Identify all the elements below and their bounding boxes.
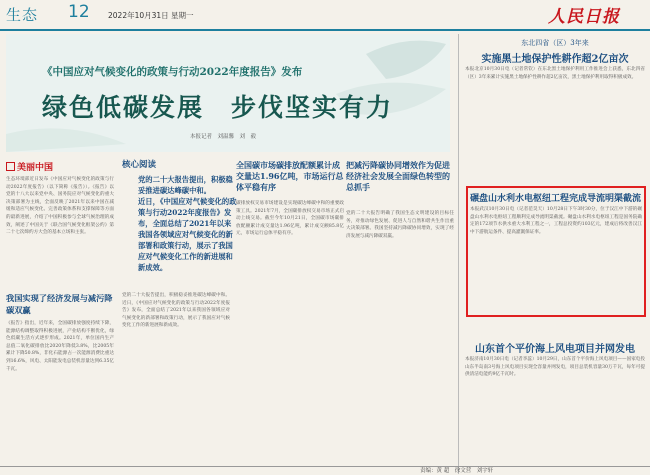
- column-kicker: [6, 160, 53, 173]
- section-name: 生态: [6, 6, 39, 24]
- left-body-bottom: 《报告》指出，近年来，全国碳排放强度持续下降，能源结构调整取得积极进展，产业结构不断优化，绿色低碳生活方式逐步形成。2021年，单位国内生产总值二氧化碳排放比2020年降低3.8%，比2005年累计下降50.8%，非化石能源占一次能源消费比重达到16.6%，风电、太阳能发电总装机容量达到6.35亿千瓦。: [6, 321, 114, 372]
- issue-date: 2022年10月31日 星期一: [108, 11, 194, 20]
- core-reading-point-2: 近日，《中国应对气候变化的政策与行动2022年度报告》发布，全面总结了2021年以来我国各领域应对气候变化的新部署和政策行动，展示了我国应对气候变化工作的新进展和新成效。: [138, 197, 237, 272]
- middle-heading: 全国碳市场碳排放配额累计成交量达1.96亿吨，市场运行总体平稳有序: [236, 160, 344, 192]
- newspaper-logo: 人民日报: [548, 7, 620, 27]
- footer-rule: [0, 466, 650, 467]
- right-bottom-body: 本报济南10月30日电（记者李蕊）10月29日，山东首个平价海上风电项目——国家电投山东半岛南3号海上风电项目实现全容量并网发电，项目总装机容量30万千瓦，每年可提供清洁电能约9亿千瓦时。: [465, 357, 645, 378]
- byline: 本报记者 刘温馨 刘 毅: [190, 134, 257, 140]
- middle-body: 碳排放权交易市场建设是实现碳达峰碳中和的重要政策工具。2021年7月，全国碳排放权交易市场正式启动上线交易。截至今年10月21日，全国碳市场碳排放配额累计成交量达1.96亿吨，累计成交额85.8亿元，市场运行总体平稳有序。: [236, 201, 344, 237]
- right-bottom-title: 山东首个平价海上风电项目并网发电: [475, 344, 635, 355]
- page-number: 12: [68, 2, 90, 22]
- core-reading-label: 核心阅读: [122, 160, 157, 170]
- right-top-body: 本报北京10月30日电（记者常钦）在东北黑土地保护利用工作推进会上获悉，东北四省（区）3年来累计实施黑土地保护性耕作超2亿亩次，黑土地保护利用取得积极成效。: [465, 67, 645, 80]
- hero-subtitle: 《中国应对气候变化的政策与行动2022年度报告》发布: [42, 66, 303, 78]
- third-heading: 把减污降碳协同增效作为促进经济社会发展全面绿色转型的总抓手: [346, 160, 450, 192]
- footer-editors: 责编：黄 超 徐文营 刘宇轩: [420, 468, 494, 474]
- right-top-title: 实施黑土地保护性耕作超2亿亩次: [481, 54, 629, 65]
- hero-title: 绿色低碳发展 步伐坚实有力: [42, 93, 394, 122]
- core-reading-body: 党的二十大报告提出，积极稳妥推进碳达峰碳中和。近日，《中国应对气候变化的政策与行动2022年度报告》发布，全面总结了2021年以来我国各领域应对气候变化的新部署和政策行动，展示了我国应对气候变化工作的新进展和新成效。: [122, 293, 230, 329]
- third-body: 党的二十大报告明确了我国生态文明建设的目标任务，对推动绿色发展、促进人与自然和谐共生作出重大决策部署。我国坚持减污降碳协同增效，实现了经济发展与减污降碳双赢。: [346, 211, 454, 239]
- core-reading-point-1: 党的二十大报告提出，积极稳妥推进碳达峰碳中和。: [138, 175, 233, 195]
- kicker-box-icon: [6, 162, 15, 171]
- highlighted-article-title: 碾盘山水利水电枢纽工程完成导流明渠截流: [470, 194, 642, 204]
- right-column-rule: [458, 34, 459, 474]
- left-body-top: 生态环境部近日发布《中国应对气候变化的政策与行动2022年度报告》（以下简称《报告》）。《报告》以党的十八大以来党中央、国务院应对气候变化的重大决策部署为主线，全面反映了2021年以来中国在减缓和适应气候变化、完善政策体系和支撑保障等方面的最新进展，介绍了中国积极参与全球气候治理的成效，阐述了中国关于《联合国气候变化框架公约》第二十七次缔约方大会的基本立场和主张。: [6, 177, 114, 236]
- masthead: [0, 0, 650, 30]
- right-top-kicker: 东北四省（区）3年来: [521, 39, 589, 47]
- highlighted-article-body: 本报武汉10月30日电（记者范昊天）10月28日下午3时30分，位于汉江中下游的碾盘山水利水电枢纽工程顺利完成导流明渠截流。碾盘山水利水电枢纽工程是国务院确定的172项节水供水重大水利工程之一，工程总投资约103亿元，建成后将改善汉江中下游航运条件、提高灌溉保证率。: [470, 207, 642, 235]
- masthead-rule: [0, 29, 650, 31]
- kicker-label: 美丽中国: [17, 163, 54, 173]
- left-heading: 我国实现了经济发展与减污降碳双赢: [6, 293, 113, 315]
